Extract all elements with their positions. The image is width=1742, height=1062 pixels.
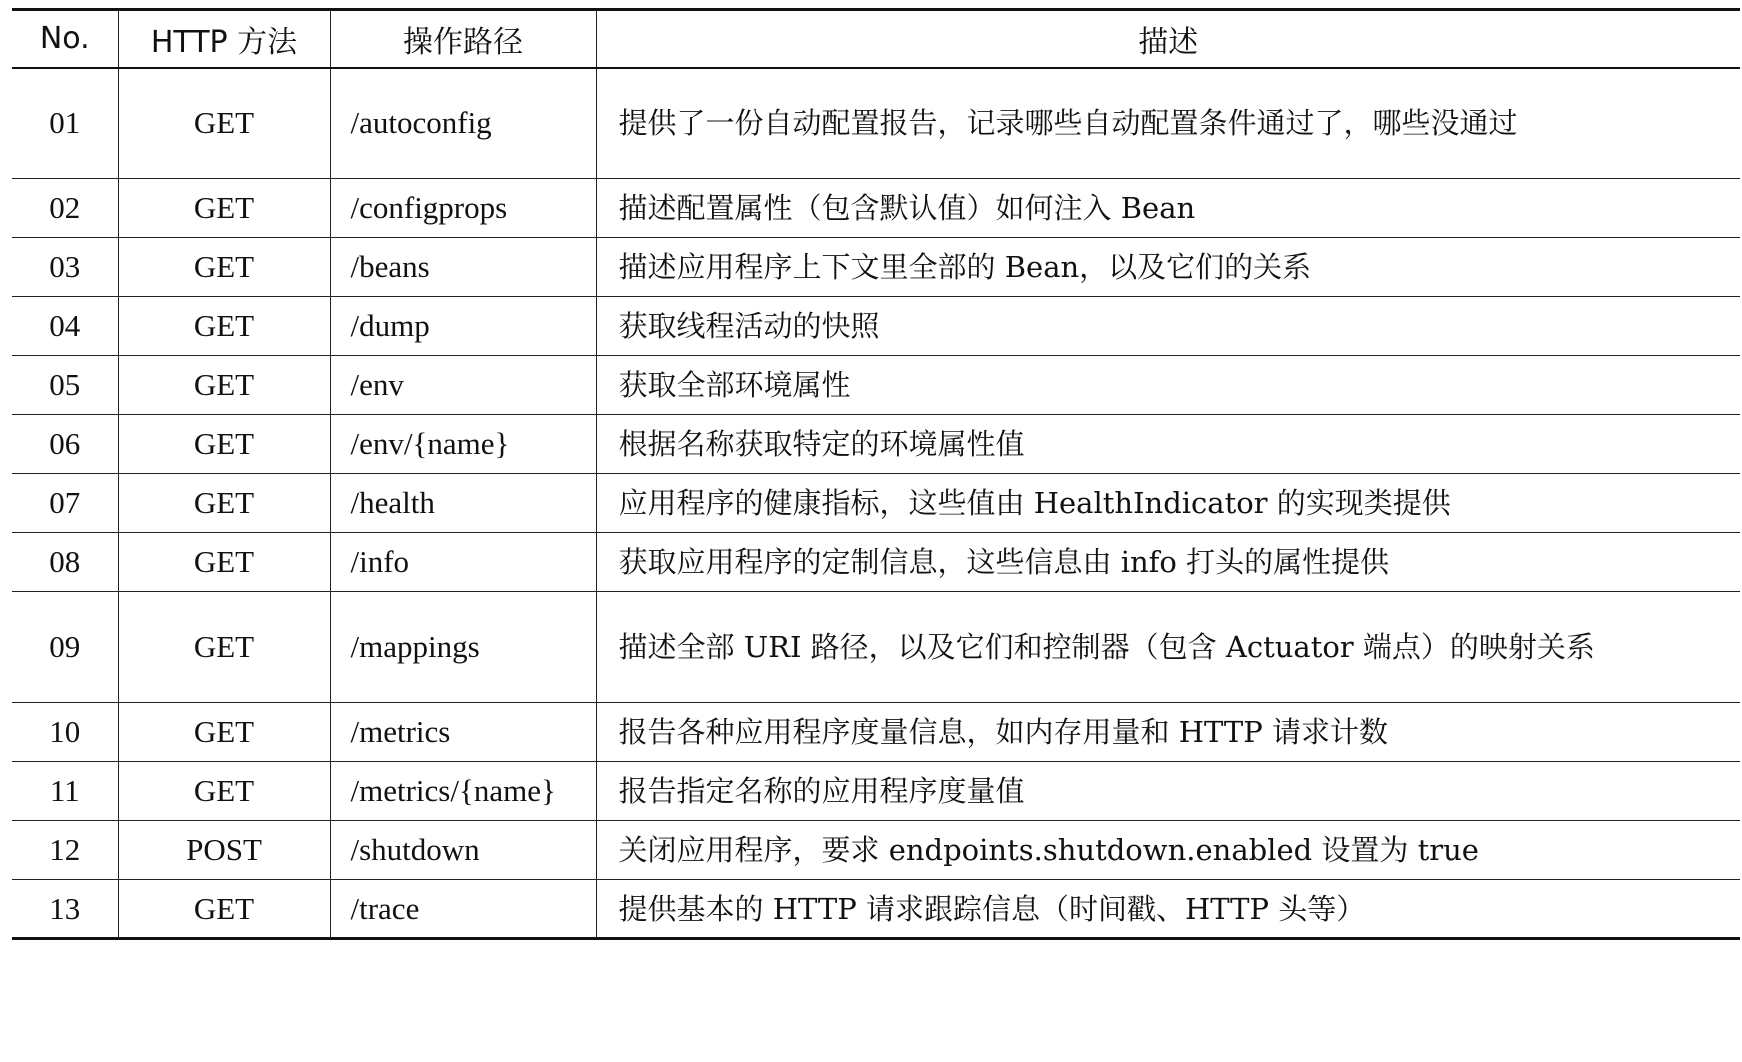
table-row (12, 356, 1740, 415)
cell-path: /health (330, 474, 596, 533)
cell-method: GET (118, 592, 330, 703)
cell-path: /beans (330, 238, 596, 297)
cell-description: 应用程序的健康指标，这些值由 HealthIndicator 的实现类提供 (596, 474, 1740, 533)
cell-description: 提供了一份自动配置报告，记录哪些自动配置条件通过了，哪些没通过 (596, 68, 1740, 179)
cell-description: 获取全部环境属性 (596, 356, 1740, 415)
cell-description: 获取线程活动的快照 (596, 297, 1740, 356)
actuator-endpoints-table (12, 8, 1740, 940)
cell-path: /dump (330, 297, 596, 356)
table-row (12, 592, 1740, 703)
cell-no: 09 (12, 592, 118, 703)
cell-method: POST (118, 821, 330, 880)
cell-method: GET (118, 703, 330, 762)
cell-path: /info (330, 533, 596, 592)
cell-no: 10 (12, 703, 118, 762)
header-http-method: HTTP 方法 (118, 10, 330, 68)
cell-method: GET (118, 474, 330, 533)
cell-method: GET (118, 880, 330, 939)
cell-description: 关闭应用程序，要求 endpoints.shutdown.enabled 设置为 true (596, 821, 1740, 880)
cell-no: 01 (12, 68, 118, 179)
cell-no: 07 (12, 474, 118, 533)
cell-description: 报告各种应用程序度量信息，如内存用量和 HTTP 请求计数 (596, 703, 1740, 762)
cell-method: GET (118, 179, 330, 238)
cell-path: /trace (330, 880, 596, 939)
table-row (12, 238, 1740, 297)
cell-method: GET (118, 415, 330, 474)
cell-method: GET (118, 238, 330, 297)
cell-method: GET (118, 533, 330, 592)
cell-description: 描述配置属性（包含默认值）如何注入 Bean (596, 179, 1740, 238)
cell-description: 提供基本的 HTTP 请求跟踪信息（时间戳、HTTP 头等） (596, 880, 1740, 939)
cell-no: 08 (12, 533, 118, 592)
table-header-row (12, 10, 1740, 68)
table-row (12, 474, 1740, 533)
cell-method: GET (118, 356, 330, 415)
table-row (12, 880, 1740, 939)
cell-path: /shutdown (330, 821, 596, 880)
table-row (12, 179, 1740, 238)
cell-no: 02 (12, 179, 118, 238)
cell-description: 根据名称获取特定的环境属性值 (596, 415, 1740, 474)
cell-path: /configprops (330, 179, 596, 238)
actuator-endpoints-table-container (12, 8, 1740, 940)
cell-description: 描述全部 URI 路径，以及它们和控制器（包含 Actuator 端点）的映射关系 (596, 592, 1740, 703)
cell-no: 13 (12, 880, 118, 939)
cell-description: 报告指定名称的应用程序度量值 (596, 762, 1740, 821)
cell-path: /metrics/{name} (330, 762, 596, 821)
table-row (12, 415, 1740, 474)
cell-no: 03 (12, 238, 118, 297)
cell-path: /env/{name} (330, 415, 596, 474)
table-row (12, 762, 1740, 821)
cell-no: 05 (12, 356, 118, 415)
cell-no: 11 (12, 762, 118, 821)
cell-description: 描述应用程序上下文里全部的 Bean，以及它们的关系 (596, 238, 1740, 297)
cell-no: 12 (12, 821, 118, 880)
table-row (12, 821, 1740, 880)
table-row (12, 533, 1740, 592)
cell-path: /autoconfig (330, 68, 596, 179)
table-row (12, 68, 1740, 179)
table-row (12, 297, 1740, 356)
header-operation-path: 操作路径 (330, 10, 596, 68)
cell-no: 04 (12, 297, 118, 356)
cell-method: GET (118, 68, 330, 179)
table-row (12, 703, 1740, 762)
cell-path: /mappings (330, 592, 596, 703)
cell-method: GET (118, 762, 330, 821)
cell-description: 获取应用程序的定制信息，这些信息由 info 打头的属性提供 (596, 533, 1740, 592)
header-description: 描述 (596, 10, 1740, 68)
cell-path: /metrics (330, 703, 596, 762)
header-no: No. (12, 10, 118, 68)
cell-method: GET (118, 297, 330, 356)
cell-no: 06 (12, 415, 118, 474)
cell-path: /env (330, 356, 596, 415)
